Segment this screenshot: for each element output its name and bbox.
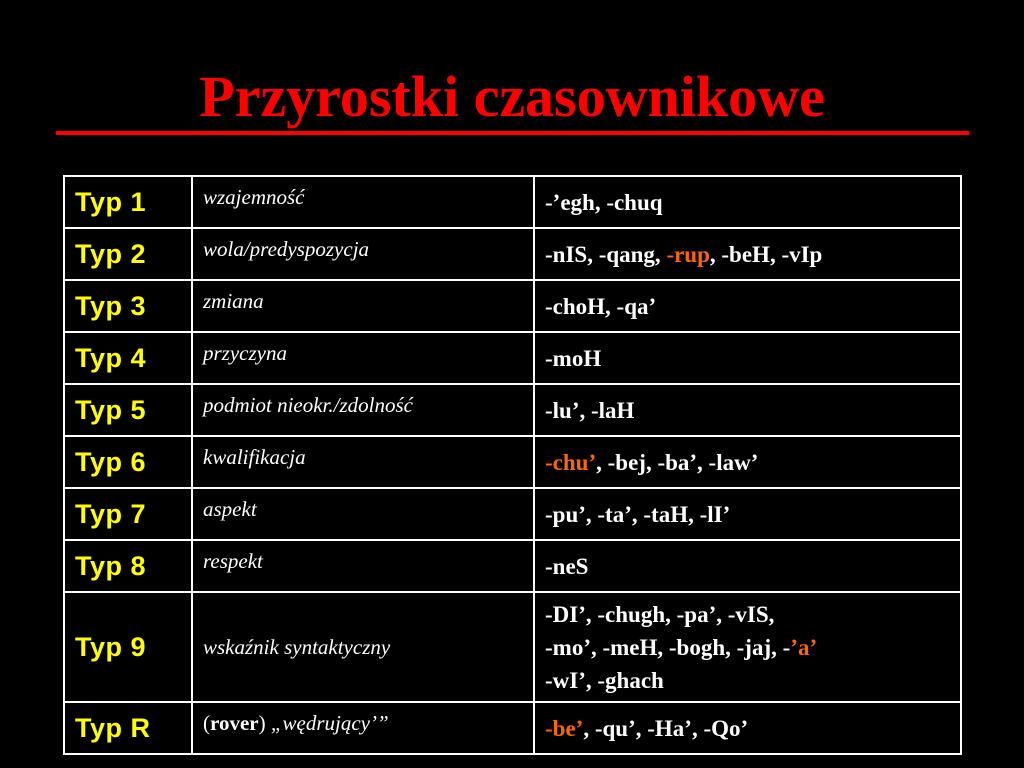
highlighted-suffix: -be’: [545, 715, 584, 741]
table-row: [64, 702, 961, 754]
table-row: [64, 176, 961, 228]
close-paren: ): [258, 710, 271, 735]
type-description: [192, 176, 534, 228]
suffix-text: , -qu’, -Ha’, -Qo’: [583, 715, 749, 741]
rover-translation: „wędrujący’”: [270, 710, 389, 735]
table-row: [64, 592, 961, 702]
suffix-list: [534, 702, 961, 754]
suffix-list: -’egh, -chuq: [534, 176, 961, 228]
table-row: [64, 540, 961, 592]
title-underline: [56, 131, 969, 135]
description-text: respekt: [203, 548, 263, 573]
type-description: [192, 702, 534, 754]
type-description: [192, 436, 534, 488]
type-label: Typ 2: [64, 228, 192, 280]
suffix-list: -pu’, -ta’, -taH, -lI’: [534, 488, 961, 540]
suffix-list: [534, 592, 961, 702]
suffix-text: -nIS, -qang,: [545, 241, 667, 267]
type-label: Typ 6: [64, 436, 192, 488]
suffix-text: -mo’, -meH, -bogh, -jaj, -: [545, 634, 791, 660]
table-row: [64, 436, 961, 488]
suffix-text: , -bej, -ba’, -law’: [596, 449, 759, 475]
highlighted-suffix: ’a’: [790, 634, 818, 660]
suffix-list: -neS: [534, 540, 961, 592]
highlighted-suffix: -rup: [666, 241, 710, 267]
suffix-list: -choH, -qa’: [534, 280, 961, 332]
type-label: Typ 5: [64, 384, 192, 436]
type-description: [192, 384, 534, 436]
verb-suffix-table: [63, 175, 962, 755]
slide-title: Przyrostki czasownikowe: [199, 64, 825, 129]
table-row: [64, 332, 961, 384]
type-description: [192, 592, 534, 702]
table-row: [64, 488, 961, 540]
highlighted-suffix: -chu’: [545, 449, 597, 475]
type-description: [192, 332, 534, 384]
type-description: [192, 488, 534, 540]
rover-term: rover: [210, 710, 259, 735]
description-text: zmiana: [203, 288, 264, 313]
description-text: wola/predyspozycja: [203, 236, 370, 261]
description-text: wzajemność: [203, 184, 305, 209]
description-text: kwalifikacja: [203, 444, 306, 469]
table-row: [64, 280, 961, 332]
type-label: Typ 7: [64, 488, 192, 540]
suffix-line: -DI’, -chugh, -pa’, -vIS,: [545, 601, 775, 627]
suffix-list: [534, 228, 961, 280]
table-row: [64, 384, 961, 436]
type-description: [192, 540, 534, 592]
description-text: aspekt: [203, 496, 257, 521]
suffix-list: -lu’, -laH: [534, 384, 961, 436]
suffix-text: , -beH, -vIp: [709, 241, 823, 267]
type-label: Typ 4: [64, 332, 192, 384]
type-label: Typ R: [64, 702, 192, 754]
type-description: [192, 228, 534, 280]
type-label: Typ 1: [64, 176, 192, 228]
suffix-line: [545, 631, 950, 664]
suffix-list: [534, 436, 961, 488]
open-paren: (: [203, 710, 210, 735]
suffix-list: -moH: [534, 332, 961, 384]
description-text: [203, 711, 389, 735]
type-description: [192, 280, 534, 332]
suffix-line: -wI’, -ghach: [545, 667, 664, 693]
description-text: podmiot nieokr./zdolność: [203, 392, 413, 417]
description-text: wskaźnik syntaktyczny: [203, 634, 391, 659]
type-label: Typ 9: [64, 592, 192, 702]
type-label: Typ 8: [64, 540, 192, 592]
type-label: Typ 3: [64, 280, 192, 332]
table-row: [64, 228, 961, 280]
description-text: przyczyna: [203, 340, 287, 365]
